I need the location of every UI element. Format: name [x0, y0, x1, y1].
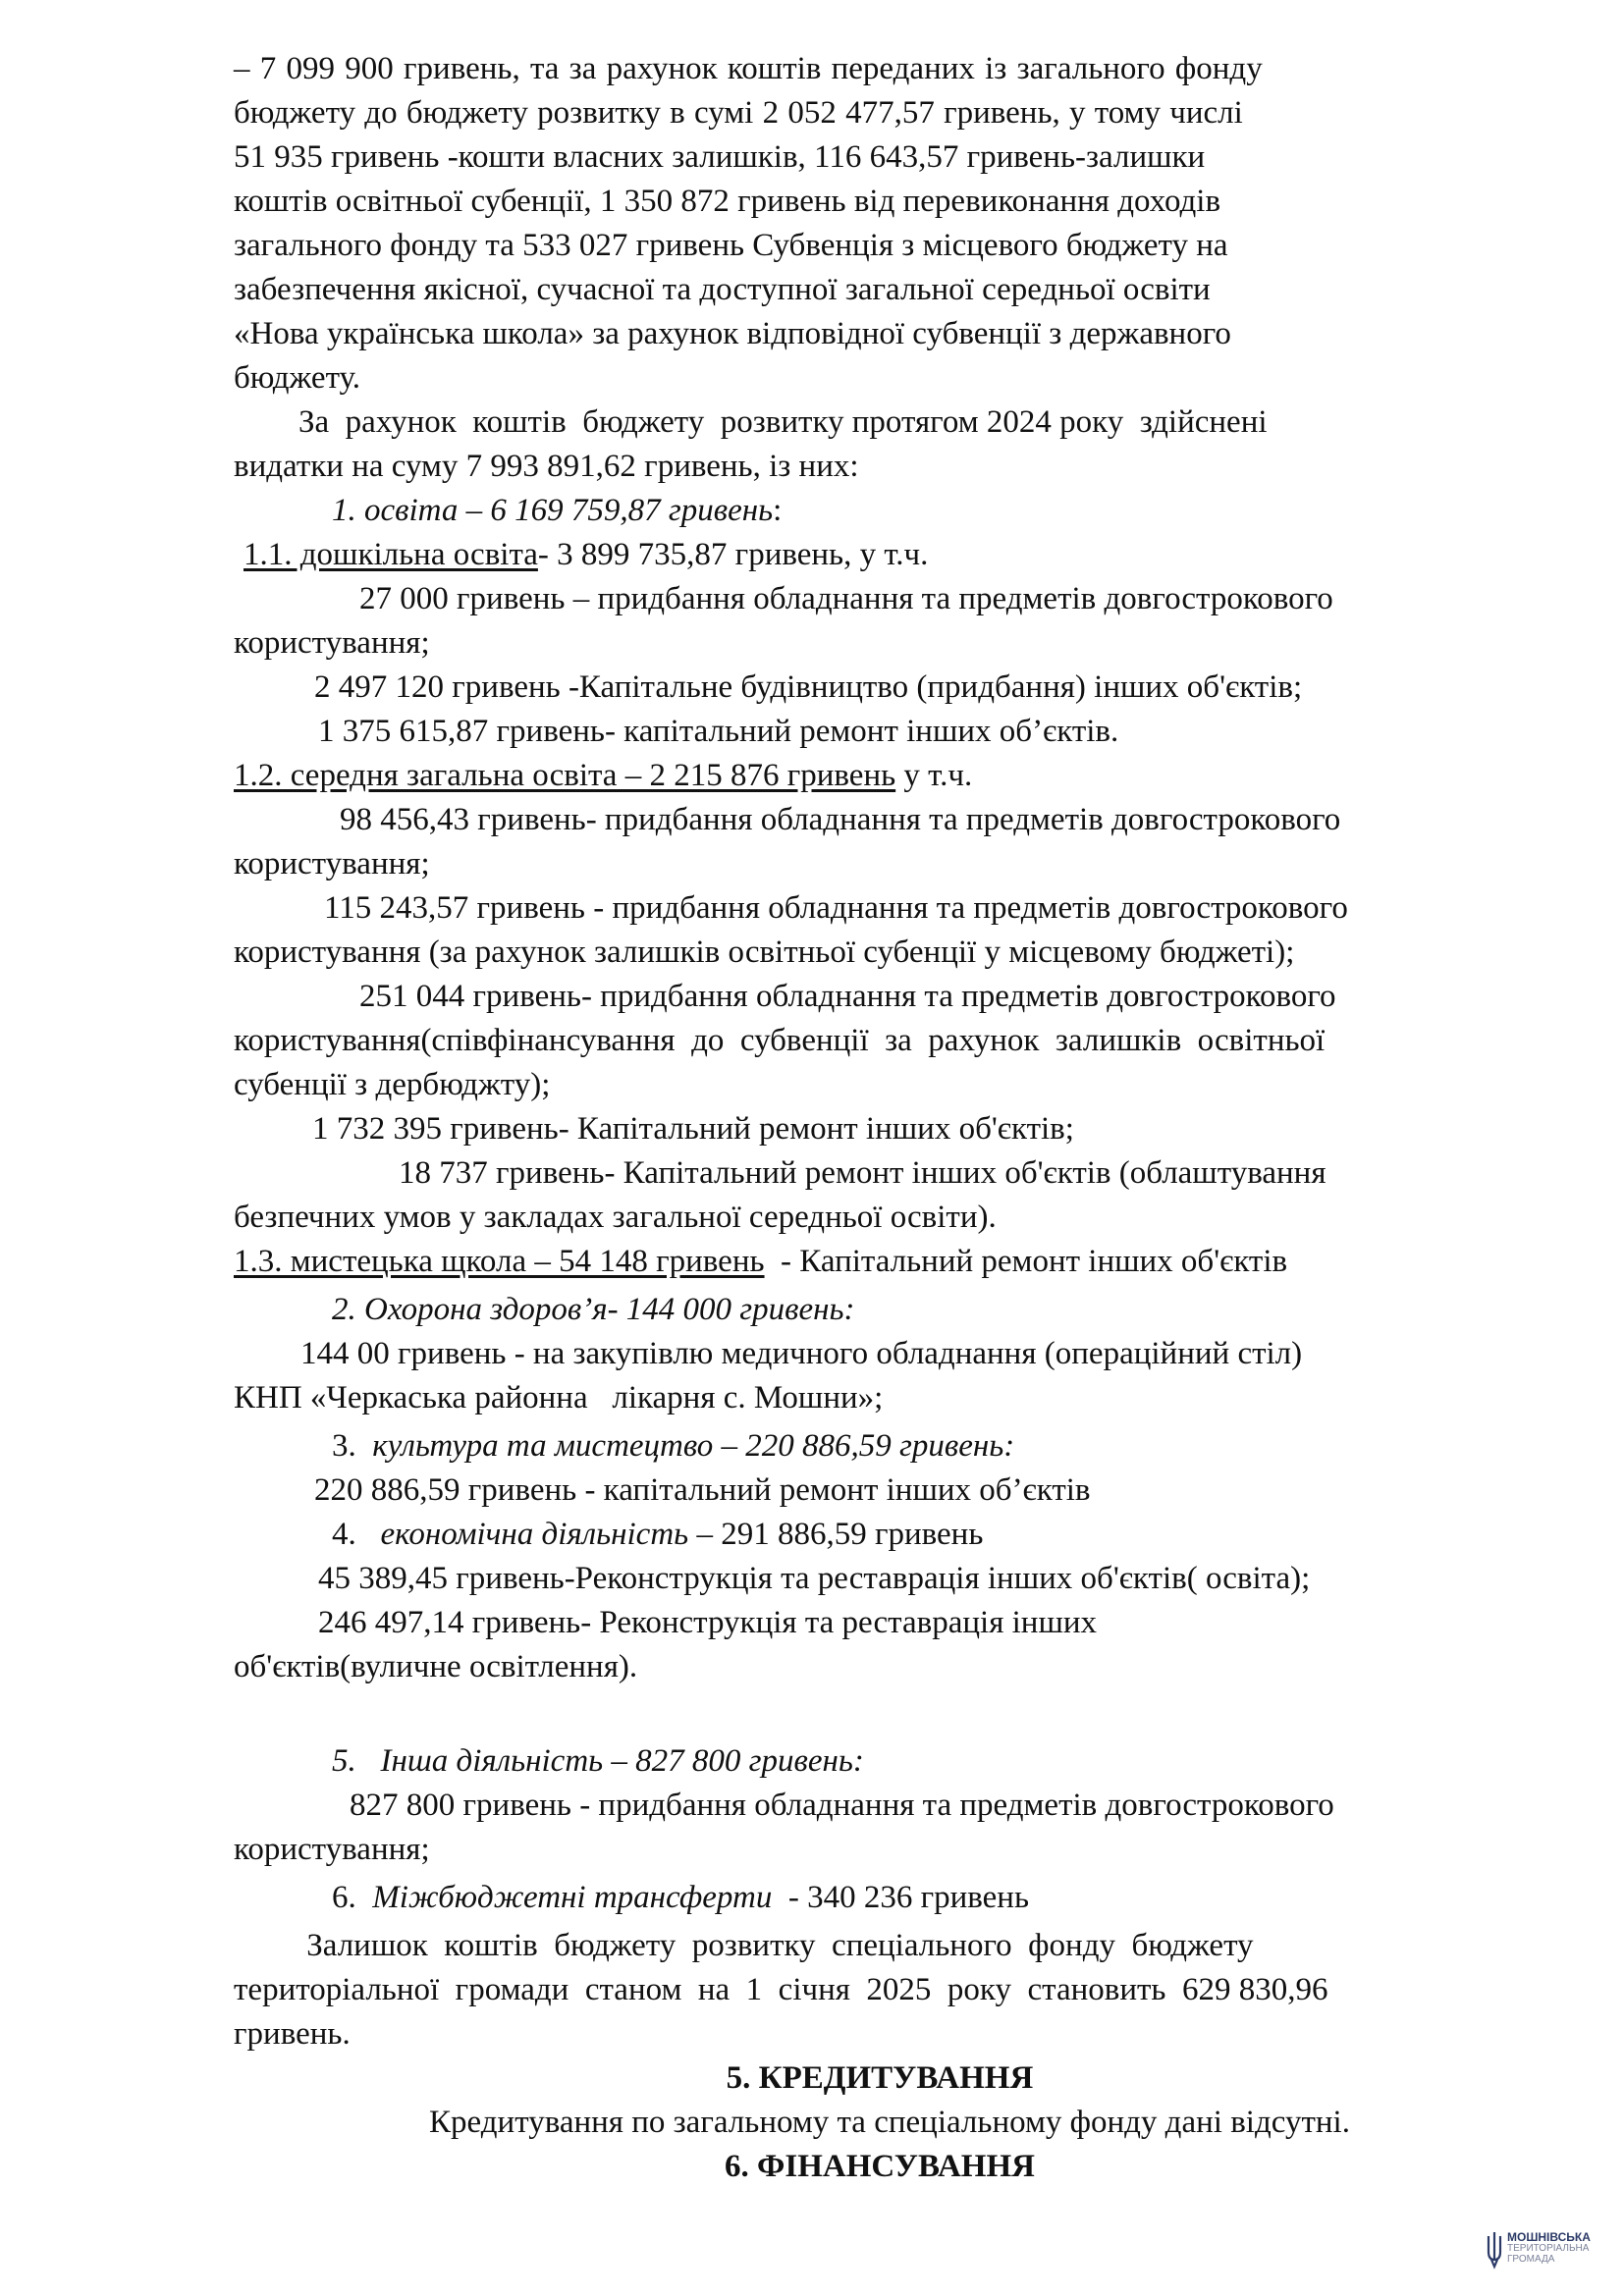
item-1-2-d-line1: 98 456,43 гривень- придбання обладнання та предметів довгострокового — [340, 802, 1341, 837]
item-5-r-line1: 827 800 гривень - придбання обладнання та предметів довгострокового — [350, 1788, 1334, 1823]
item-6-heading — [234, 1876, 1526, 1920]
item-1-2-h-line1: 18 737 гривень- Капітальний ремонт інших об'єктів (облаштування — [399, 1155, 1326, 1191]
item-1-1-rest: - 3 899 735,87 гривень, у т.ч. — [537, 537, 929, 572]
item-4-heading — [234, 1513, 1526, 1557]
spacer — [234, 1689, 1526, 1734]
balance-paragraph — [234, 1924, 1526, 2056]
item-3-number: 3. — [332, 1428, 373, 1464]
item-6-title: Міжбюджетні трансферти — [372, 1880, 773, 1915]
item-1-2-label: 1.2. середня загальна освіта – 2 215 876 гривень — [234, 758, 896, 793]
expenses-paragraph — [234, 400, 1526, 489]
item-1-2-e-line1: 115 243,57 гривень - придбання обладнання та предметів довгострокового — [324, 890, 1348, 926]
intro-line: 51 935 гривень -кошти власних залишків, 116 643,57 гривень-залишки — [234, 139, 1206, 175]
intro-line: бюджету до бюджету розвитку в сумі 2 052 477,57 гривень, у тому числі — [234, 95, 1243, 131]
item-1-1-heading — [234, 533, 1526, 577]
intro-line: загального фонду та 533 027 гривень Субвенція з місцевого бюджету на — [234, 228, 1228, 263]
intro-paragraph — [234, 47, 1526, 400]
item-4-q-line2: об'єктів(вуличне освітлення). — [234, 1649, 638, 1684]
item-3-title: культура та мистецтво – 220 886,59 гривень: — [372, 1428, 1015, 1464]
crediting-text: Кредитування по загальному та спеціальному фонду дані відсутні. — [429, 2105, 1350, 2140]
intro-line: – 7 099 900 гривень, та за рахунок коштів переданих із загального фонду — [234, 51, 1263, 86]
item-4-p: 45 389,45 гривень-Реконструкція та реставрація інших об'єктів( освіта); — [318, 1561, 1311, 1596]
item-1-1-a-line2: користування; — [234, 625, 430, 661]
item-1-2-heading — [234, 754, 1526, 798]
item-5-title: 5. Інша діяльність – 827 800 гривень: — [332, 1743, 864, 1779]
item-2-k-line1: 144 00 гривень - на закупівлю медичного обладнання (операційний стіл) — [300, 1336, 1303, 1371]
intro-line: коштів освітньої субенції, 1 350 872 гривень від перевиконання доходів — [234, 184, 1221, 219]
item-1-1-label: 1.1. дошкільна освіта — [244, 537, 538, 572]
item-1-2-e-line2: користування (за рахунок залишків освітньої субенції у місцевому бюджеті); — [234, 934, 1295, 970]
intro-line: забезпечення якісної, сучасної та доступної загальної середньої освіти — [234, 272, 1211, 307]
crediting-heading: 5. КРЕДИТУВАННЯ — [726, 2060, 1034, 2096]
community-logo — [1486, 2230, 1603, 2275]
item-1-2-d-line2: користування; — [234, 846, 430, 881]
item-4-q-line1: 246 497,14 гривень- Реконструкція та реставрація інших — [318, 1605, 1098, 1640]
logo-line-3: ГРОМАДА — [1507, 2254, 1555, 2265]
item-1-2-f-line1: 251 044 гривень- придбання обладнання та предметів довгострокового — [359, 979, 1336, 1014]
item-1-1-b: 2 497 120 гривень -Капітальне будівництво (придбання) інших об'єктів; — [314, 669, 1303, 705]
item-1-3-rest: - Капітальний ремонт інших об'єктів — [764, 1244, 1288, 1279]
item-1-2-g: 1 732 395 гривень- Капітальний ремонт інших об'єктів; — [312, 1111, 1074, 1147]
financing-heading: 6. ФІНАНСУВАННЯ — [725, 2149, 1035, 2184]
item-1-1-c: 1 375 615,87 гривень- капітальний ремонт інших об’єктів. — [318, 714, 1119, 749]
item-2-title: 2. Охорона здоров’я- 144 000 гривень: — [332, 1292, 855, 1327]
item-3-heading — [234, 1424, 1526, 1468]
item-4-number: 4. — [332, 1517, 381, 1552]
balance-line: Залишок коштів бюджету розвитку спеціального фонду бюджету — [234, 1928, 1254, 1963]
intro-line: «Нова українська школа» за рахунок відповідної субвенції з державного — [234, 316, 1231, 351]
item-1-suffix: : — [773, 493, 783, 528]
item-1-3-label: 1.3. мистецька щкола – 54 148 гривень — [234, 1244, 765, 1279]
item-4-rest: – 291 886,59 гривень — [688, 1517, 984, 1552]
item-1-title: 1. освіта – 6 169 759,87 гривень — [332, 493, 774, 528]
item-1-1-a-line1: 27 000 гривень – придбання обладнання та предметів довгострокового — [359, 581, 1333, 616]
expenses-line: За рахунок коштів бюджету розвитку протягом 2024 року здійснені — [234, 404, 1268, 440]
item-6-rest: - 340 236 гривень — [772, 1880, 1030, 1915]
balance-line: територіальної громади станом на 1 січня 2025 року становить 629 830,96 — [234, 1972, 1328, 2007]
item-3-n: 220 886,59 гривень - капітальний ремонт інших об’єктів — [314, 1472, 1091, 1508]
item-2-k-line2: КНП «Черкаська районна лікарня с. Мошни»; — [234, 1380, 884, 1415]
document-page — [234, 47, 1526, 2189]
expenses-line: видатки на суму 7 993 891,62 гривень, із них: — [234, 449, 859, 484]
trident-icon — [1486, 2230, 1503, 2269]
logo-line-2: ТЕРИТОРІАЛЬНА — [1507, 2243, 1590, 2254]
item-4-title: економічна діяльність — [380, 1517, 689, 1552]
logo-line-1: МОШНІВСЬКА — [1507, 2230, 1591, 2244]
item-1-2-h-line2: безпечних умов у закладах загальної середньої освіти). — [234, 1200, 997, 1235]
balance-line: гривень. — [234, 2016, 351, 2052]
item-1-2-rest: у т.ч. — [895, 758, 973, 793]
logo-text — [1507, 2232, 1591, 2265]
item-1-3-heading — [234, 1240, 1526, 1284]
intro-line: бюджету. — [234, 360, 361, 396]
item-1-2-f-line2: користування(співфінансування до субвенції за рахунок залишків освітньої — [234, 1023, 1326, 1058]
item-1-2-f-line3: субенції з дербюджту); — [234, 1067, 551, 1102]
item-6-number: 6. — [332, 1880, 373, 1915]
item-5-r-line2: користування; — [234, 1832, 430, 1867]
item-1-heading — [234, 489, 1526, 533]
